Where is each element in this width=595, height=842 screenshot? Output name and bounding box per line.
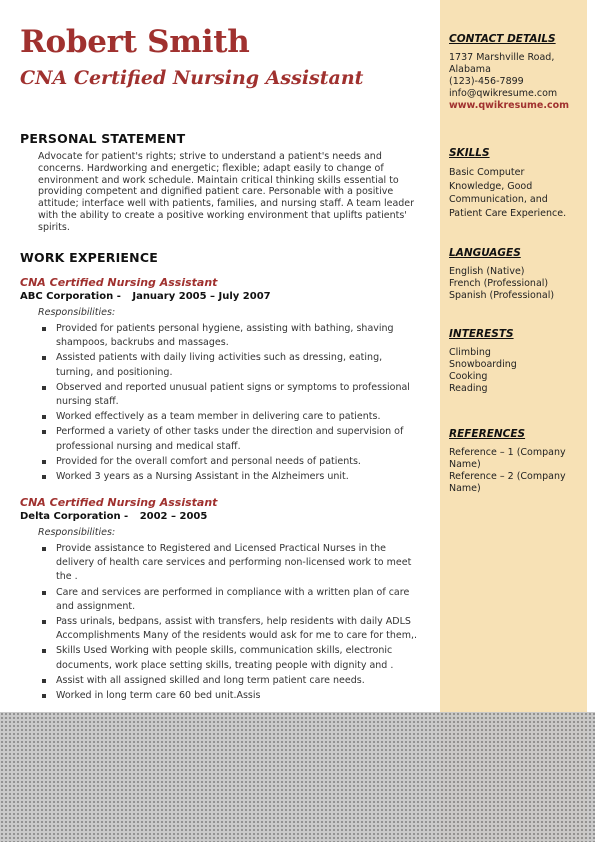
dotted-blur-overlay [0,712,595,842]
bullet-icon [42,356,46,360]
personal-statement-text: Advocate for patient's rights; strive to understand a patient's needs and concerns. Hardworking and energetic; flexible; adapt easily to change of environment and work schedule. Maintain critical thinking skills essential to providing competent and dignified patient care. Personable with a positive attitude; interface well with patients, families, and nursing staff. A team leader with the ability to create a positive working environment that uplifts patients' spirits. [38,151,415,233]
list-item [56,425,420,453]
list-item [56,689,420,703]
list-item [56,470,420,484]
interests-section [449,327,583,395]
bullet-text: Care and services are performed in compliance with a written plan of care and assignment. [56,586,410,612]
job-entry [20,496,420,704]
list-item [56,615,420,643]
interest-item: Reading [449,383,488,394]
list-item [56,674,420,688]
job-company: ABC Corporation - [20,291,121,302]
languages-heading: LANGUAGES [449,247,521,259]
bullet-icon [42,475,46,479]
job-dates: January 2005 – July 2007 [132,291,271,302]
list-item [56,542,420,585]
contact-email[interactable]: info@qwikresume.com [449,88,558,99]
candidate-title: CNA Certified Nursing Assistant [20,67,364,89]
responsibilities-list [56,542,420,703]
bullet-text: Observed and reported unusual patient signs or symptoms to professional nursing staff. [56,381,410,408]
interest-item: Snowboarding [449,359,517,370]
list-item [56,586,420,614]
job-dates: 2002 – 2005 [139,511,208,522]
contact-phone: (123)-456-7899 [449,76,524,87]
bullet-icon [42,620,46,624]
reference-line: Reference – 1 (Company [449,447,566,458]
bullet-text: Worked 3 years as a Nursing Assistant in the Alzheimers unit. [56,471,349,483]
reference-line: Name) [449,459,481,470]
skills-line: Communication, and [449,194,548,205]
list-item [56,351,420,379]
list-item [56,455,420,469]
bullet-icon [42,679,46,683]
skills-heading: SKILLS [449,147,490,159]
work-experience-heading: WORK EXPERIENCE [20,250,158,265]
bullet-icon [42,430,46,434]
bullet-text: Worked in long term care 60 bed unit.Assis [56,690,261,702]
bullet-text: Provide assistance to Registered and Licensed Practical Nurses in the delivery of health care services and performing non-licensed work to meet the . [56,543,412,583]
list-item [56,381,420,409]
language-item: English (Native) [449,266,525,277]
bullet-icon [42,415,46,419]
bullet-icon [42,386,46,390]
bullet-icon [42,591,46,595]
references-section [449,427,583,495]
job-entry [20,276,420,485]
bullet-text: Performed a variety of other tasks under the direction and supervision of professional nursing and medical staff. [56,426,404,452]
bullet-text: Skills Used Working with people skills, communication skills, electronic documents, work place setting skills, treating people with dignity and . [56,645,394,671]
reference-line: Name) [449,483,481,494]
responsibilities-list [56,322,420,484]
bullet-icon [42,694,46,698]
job-title: CNA Certified Nursing Assistant [20,276,218,289]
interest-item: Cooking [449,371,488,382]
responsibilities-label: Responsibilities: [38,307,116,318]
bullet-text: Provided for the overall comfort and personal needs of patients. [56,455,361,467]
bullet-text: Pass urinals, bedpans, assist with transfers, help residents with daily ADLS Accomplishments Many of the residents would ask for me to care for them,. [56,616,418,642]
skills-line: Knowledge, Good [449,180,533,192]
bullet-text: Provided for patients personal hygiene, assisting with bathing, shaving shampoos, backrubs and massages. [56,323,394,349]
job-title: CNA Certified Nursing Assistant [20,496,218,509]
list-item [56,644,420,672]
skills-section [449,146,583,220]
candidate-name: Robert Smith [20,24,250,60]
bullet-icon [42,649,46,653]
reference-line: Reference – 2 (Company [449,471,566,482]
list-item [56,322,420,350]
contact-heading: CONTACT DETAILS [449,33,556,45]
contact-section [449,32,583,112]
bullet-text: Assist with all assigned skilled and long term patient care needs. [56,674,365,686]
bullet-text: Worked effectively as a team member in delivering care to patients. [56,411,381,423]
contact-state: Alabama [449,64,491,75]
job-company: Delta Corporation - [20,511,129,522]
contact-address-line: 1737 Marshville Road, [449,52,555,63]
responsibilities-label: Responsibilities: [38,527,116,538]
job-meta [20,510,420,523]
interests-heading: INTERESTS [449,328,514,340]
language-item: French (Professional) [449,278,549,289]
references-heading: REFERENCES [449,428,526,440]
bullet-text: Assisted patients with daily living activities such as dressing, eating, turning, and positioning. [56,352,383,378]
list-item [56,410,420,424]
website-link[interactable]: www.qwikresume.com [449,100,570,111]
resume-header [20,22,420,92]
job-meta [20,290,420,303]
bullet-icon [42,547,46,551]
personal-statement-heading: PERSONAL STATEMENT [20,131,186,146]
languages-section [449,246,583,302]
language-item: Spanish (Professional) [449,290,555,301]
skills-line: Basic Computer [449,167,525,178]
skills-line: Patient Care Experience. [449,207,567,219]
bullet-icon [42,327,46,331]
bullet-icon [42,460,46,464]
interest-item: Climbing [449,347,491,358]
